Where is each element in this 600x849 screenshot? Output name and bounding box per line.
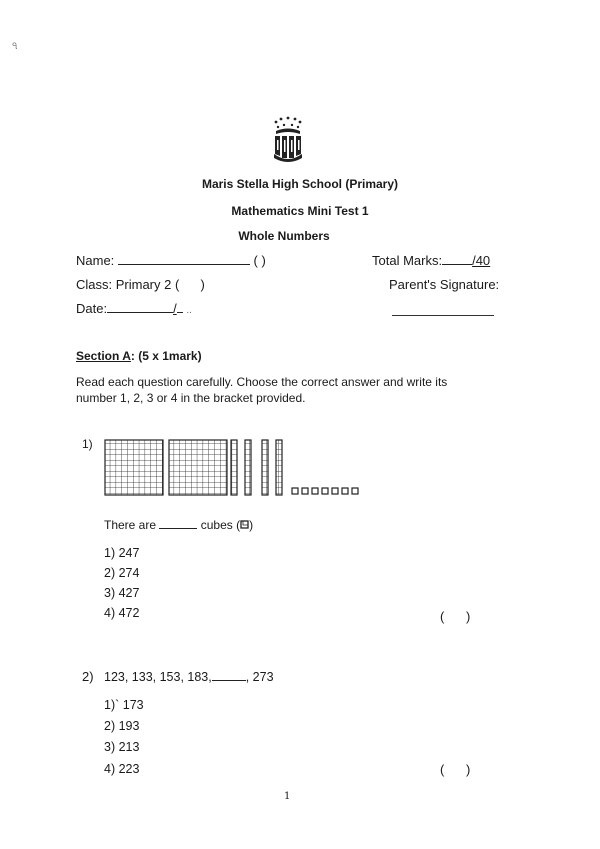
hundreds-blocks: [105, 440, 227, 495]
date-blank-1: [107, 301, 173, 313]
one-cube: [302, 488, 308, 494]
one-cube: [352, 488, 358, 494]
question-1-option-1: 1) 247: [104, 546, 140, 560]
hundred-block: [105, 440, 163, 495]
page-corner-mark: ঀ: [12, 38, 18, 52]
name-label: Name:: [76, 253, 115, 268]
ten-rod: [262, 440, 268, 495]
date-label: Date:: [76, 301, 108, 316]
parent-signature-line: [392, 315, 494, 316]
base-ten-blocks-picture: [104, 438, 384, 498]
topic-title: Whole Numbers: [238, 229, 330, 243]
question-1-prompt: [104, 517, 253, 532]
question-1-prompt-close: ): [249, 518, 254, 532]
question-1-answer-blank: [159, 517, 197, 529]
class-label: Class: Primary 2 (: [76, 277, 180, 292]
hundred-block: [169, 440, 227, 495]
name-blank: [118, 253, 250, 265]
question-2-sequence: [104, 669, 274, 684]
question-1-option-4: 4) 472: [104, 606, 140, 620]
unit-cube-icon: [240, 520, 249, 529]
date-tail: ..: [186, 305, 192, 316]
name-field: [76, 253, 266, 268]
section-a-heading: [76, 349, 202, 363]
ones-cubes: [292, 488, 358, 494]
question-1-prompt-start: There are: [104, 518, 157, 532]
question-1-answer-bracket: ( ): [440, 609, 471, 624]
question-1-option-2: 2) 274: [104, 566, 140, 580]
question-2-sequence-start: 123, 133, 153, 183,: [104, 670, 212, 684]
school-name: Maris Stella High School (Primary): [201, 177, 399, 191]
total-marks-blank: [442, 253, 472, 265]
question-2-option-1: 1)` 173: [104, 698, 144, 712]
tens-rods: [231, 440, 282, 495]
question-2-sequence-end: , 273: [245, 670, 274, 684]
total-marks-field: [372, 253, 490, 268]
one-cube: [322, 488, 328, 494]
total-marks-label: Total Marks:: [372, 253, 443, 268]
question-1-prompt-end: cubes (: [200, 518, 241, 532]
date-separator: /: [173, 301, 177, 316]
question-1-option-3: 3) 427: [104, 586, 140, 600]
name-register-bracket: ( ): [253, 253, 266, 268]
section-a-label: Section A: [76, 349, 131, 363]
test-title: Mathematics Mini Test 1: [231, 204, 369, 218]
class-close-bracket: ): [200, 277, 205, 292]
question-2-option-3: 3) 213: [104, 740, 140, 754]
one-cube: [312, 488, 318, 494]
question-2-option-2: 2) 193: [104, 719, 140, 733]
page-number: 1: [284, 791, 291, 802]
section-a-marks: : (5 x 1mark): [130, 349, 202, 363]
date-field: [76, 301, 192, 316]
instructions-line-2: number 1, 2, 3 or 4 in the bracket provided.: [76, 391, 306, 405]
date-blank-2: [177, 301, 183, 313]
total-marks-value: /40: [472, 253, 491, 268]
question-1-number: 1): [82, 437, 93, 451]
class-field: [76, 277, 205, 292]
question-2-option-4: 4) 223: [104, 762, 140, 776]
instructions-line-1: Read each question carefully. Choose the correct answer and write its: [76, 375, 448, 389]
question-2-answer-blank: [212, 669, 246, 681]
section-a-instructions: [76, 374, 526, 406]
one-cube: [332, 488, 338, 494]
question-2-answer-bracket: ( ): [440, 762, 471, 777]
one-cube: [342, 488, 348, 494]
ten-rod: [245, 440, 251, 495]
ten-rod: [231, 440, 237, 495]
question-2-number: 2): [82, 669, 94, 684]
ten-rod: [276, 440, 282, 495]
parent-signature-label: Parent's Signature:: [389, 277, 500, 292]
school-crest-logo: [266, 114, 310, 162]
one-cube: [292, 488, 298, 494]
